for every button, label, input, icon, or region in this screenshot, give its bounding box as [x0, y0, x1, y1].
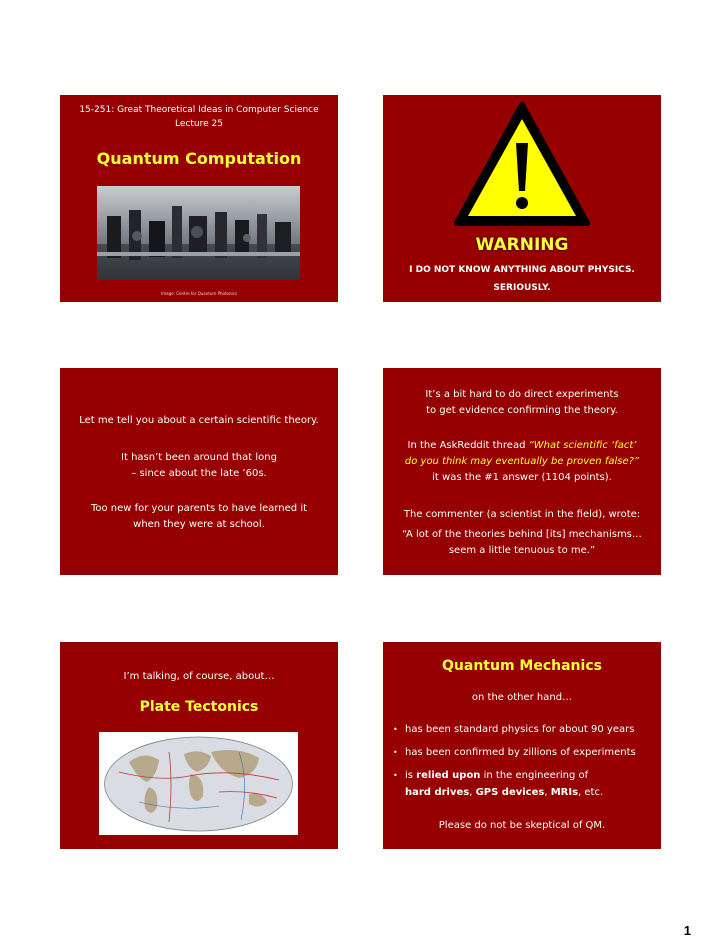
bullet-dot: •: [393, 748, 398, 757]
slide-quantum-mechanics: [383, 642, 661, 849]
text-line: It hasn’t been around that long: [121, 452, 277, 463]
text-span: ,: [469, 787, 476, 798]
lecture-number: Lecture 25: [175, 119, 223, 129]
paragraph-2: [60, 450, 338, 482]
paragraph-3: [60, 501, 338, 533]
world-map-image: [99, 732, 298, 835]
text-line: Too new for your parents to have learned it: [90, 503, 308, 514]
bullet-item: [393, 721, 634, 738]
paragraph-1: [60, 413, 338, 429]
bullet-text: has been standard physics for about 90 years: [405, 724, 635, 735]
text-span: In the AskReddit thread: [407, 440, 529, 451]
page-number: 1: [683, 923, 691, 938]
warning-triangle-icon: [453, 101, 591, 229]
slide-plate-tectonics: [60, 642, 338, 849]
paragraph-1: [383, 387, 661, 419]
tectonic-plates-map: [99, 732, 298, 835]
image-credit: Image: Centre for Quantum Photonics: [161, 291, 237, 296]
paragraph-3: [383, 507, 661, 559]
quote-line: “A lot of the theories behind [its] mechanisms…: [402, 529, 642, 540]
closing-text: Please do not be skeptical of QM.: [438, 820, 606, 831]
text-span: , etc.: [578, 787, 604, 798]
intro-text: I’m talking, of course, about…: [123, 671, 275, 682]
text-line: It’s a bit hard to do direct experiments: [425, 389, 619, 400]
course-header: [60, 103, 338, 131]
quote-line: seem a little tenuous to me.”: [448, 545, 596, 556]
bold-text: hard drives: [405, 787, 470, 798]
slide-reddit-evidence: [383, 368, 661, 575]
bullet-line: [393, 767, 603, 784]
warning-line-1: I DO NOT KNOW ANYTHING ABOUT PHYSICS.: [409, 265, 635, 275]
paragraph-2: [383, 438, 661, 486]
text-line: Let me tell you about a certain scientific theory.: [79, 415, 319, 426]
text-line: it was the #1 answer (1104 points).: [432, 472, 612, 483]
bullet-item: [393, 744, 636, 761]
bold-text: GPS devices: [475, 787, 545, 798]
warning-line-2: SERIOUSLY.: [493, 283, 551, 293]
quantum-lab-photo: [97, 186, 300, 280]
text-span: is: [405, 770, 417, 781]
bullet-line: [393, 784, 603, 801]
bullet-dot: •: [393, 725, 398, 734]
bullet-text: has been confirmed by zillions of experiments: [405, 747, 636, 758]
bold-text: MRIs: [550, 787, 579, 798]
slide-title: Quantum Mechanics: [442, 658, 602, 674]
text-line: The commenter (a scientist in the field), wrote:: [403, 509, 641, 520]
text-line: to get evidence confirming the theory.: [426, 405, 618, 416]
bullet-item: [393, 767, 603, 801]
slide-quantum-computation-title: [60, 95, 338, 302]
warning-title: WARNING: [475, 235, 569, 255]
thread-title-cont: do you think may eventually be proven false?”: [404, 456, 640, 467]
text-line: when they were at school.: [133, 519, 265, 530]
text-line: [383, 438, 661, 454]
bold-text: relied upon: [416, 770, 481, 781]
thread-title: “What scientific ‘fact’: [528, 440, 637, 451]
slide-title: Quantum Computation: [96, 149, 302, 168]
text-span: ,: [544, 787, 551, 798]
course-name: 15-251: Great Theoretical Ideas in Computer Science: [79, 105, 319, 115]
slide-scientific-theory: [60, 368, 338, 575]
text-span: in the engineering of: [480, 770, 589, 781]
slide-title: Plate Tectonics: [139, 699, 259, 715]
subtitle: on the other hand…: [471, 692, 573, 703]
text-line: – since about the late ’60s.: [131, 468, 267, 479]
slide-warning: [383, 95, 661, 302]
bullet-dot: •: [393, 771, 398, 780]
lab-equipment-image: [97, 186, 300, 280]
